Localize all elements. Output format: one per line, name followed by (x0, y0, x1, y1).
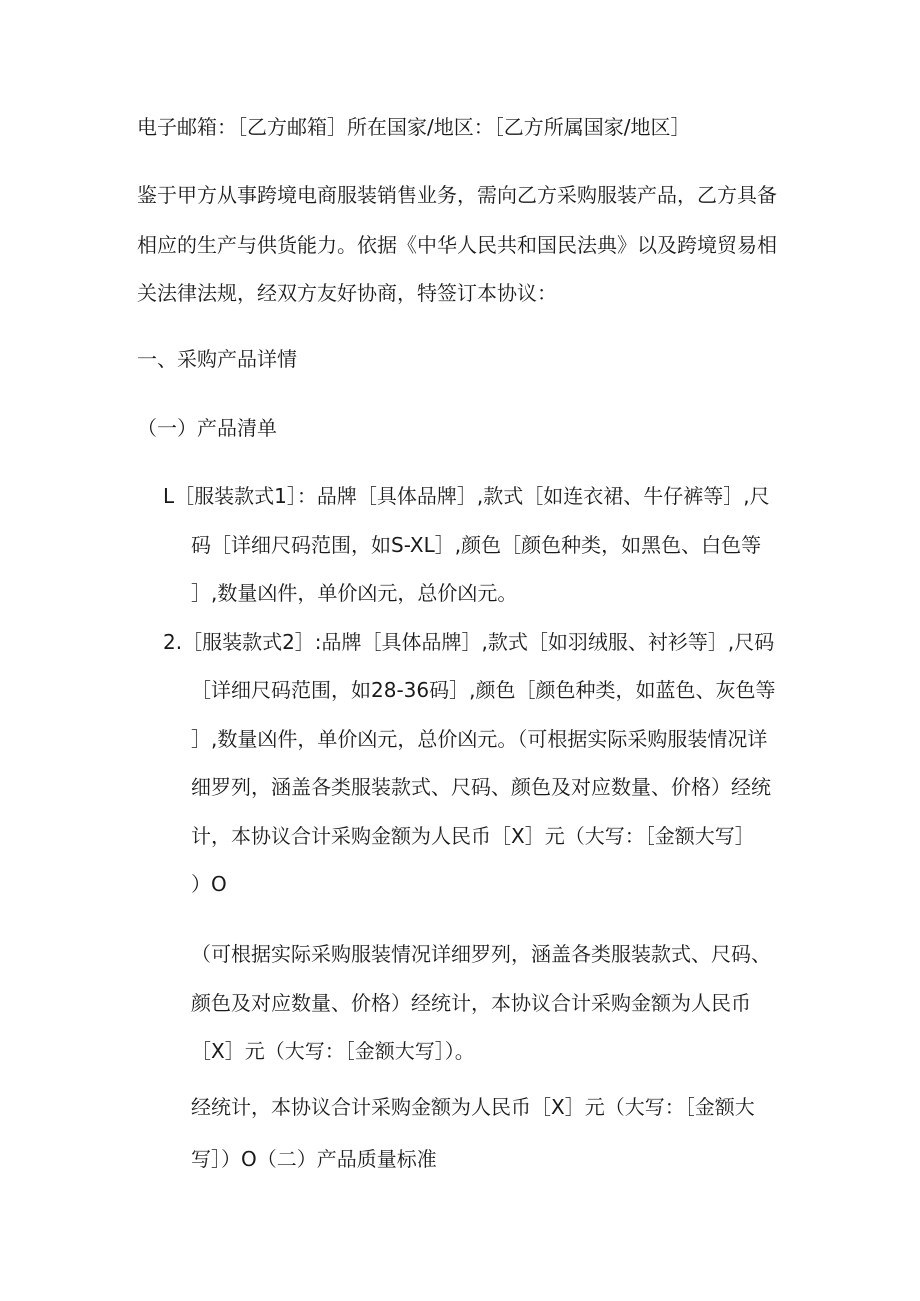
preamble-line-2: 相应的生产与供货能力。依据《中华人民共和国民法典》以及跨境贸易相 (137, 233, 777, 257)
item-2-line-6: ）O (191, 872, 227, 896)
note-paragraph-line-2: 颜色及对应数量、价格）经统计，本协议合计采购金额为人民币 (191, 991, 751, 1015)
note-paragraph-line-3: ［X］元（大写：［金额大写］）。 (191, 1039, 475, 1063)
item-2-line-1: 2.［服装款式2］:品牌［具体品牌］,款式［如羽绒服、衬衫等］,尺码 (163, 630, 775, 654)
section-heading-1: 一、采购产品详情 (137, 347, 297, 371)
preamble-line-3: 关法律法规，经双方友好协商，特签订本协议： (137, 281, 557, 305)
item-1-line-2: 码［详细尺码范围，如S-XL］,颜色［颜色种类，如黑色、白色等 (191, 533, 762, 557)
note-paragraph-line-1: （可根据实际采购服装情况详细罗列，涵盖各类服装款式、尺码、 (191, 942, 771, 966)
contact-email-country-line: 电子邮箱：［乙方邮箱］所在国家/地区：［乙方所属国家/地区］ (137, 115, 691, 139)
total-paragraph-line-2: 写］）O（二）产品质量标准 (191, 1147, 437, 1171)
preamble-line-1: 鉴于甲方从事跨境电商服装销售业务，需向乙方采购服装产品，乙方具备 (137, 183, 777, 207)
total-paragraph-line-1: 经统计，本协议合计采购金额为人民币［X］元（大写：［金额大 (191, 1095, 755, 1119)
item-2-line-3: ］,数量凶件，单价凶元，总价凶元。（可根据实际采购服装情况详 (191, 727, 768, 751)
item-1-line-3: ］,数量凶件，单价凶元，总价凶元。 (191, 581, 518, 605)
item-2-line-5: 计，本协议合计采购金额为人民币［X］元（大写：［金额大写］ (191, 824, 755, 848)
item-2-line-2: ［详细尺码范围，如28-36码］,颜色［颜色种类，如蓝色、灰色等 (191, 678, 776, 702)
subsection-heading-product-list: （一）产品清单 (137, 416, 277, 440)
item-2-line-4: 细罗列，涵盖各类服装款式、尺码、颜色及对应数量、价格）经统 (191, 775, 771, 799)
item-1-line-1: L［服装款式1］：品牌［具体品牌］,款式［如连衣裙、牛仔裤等］,尺 (163, 484, 770, 508)
